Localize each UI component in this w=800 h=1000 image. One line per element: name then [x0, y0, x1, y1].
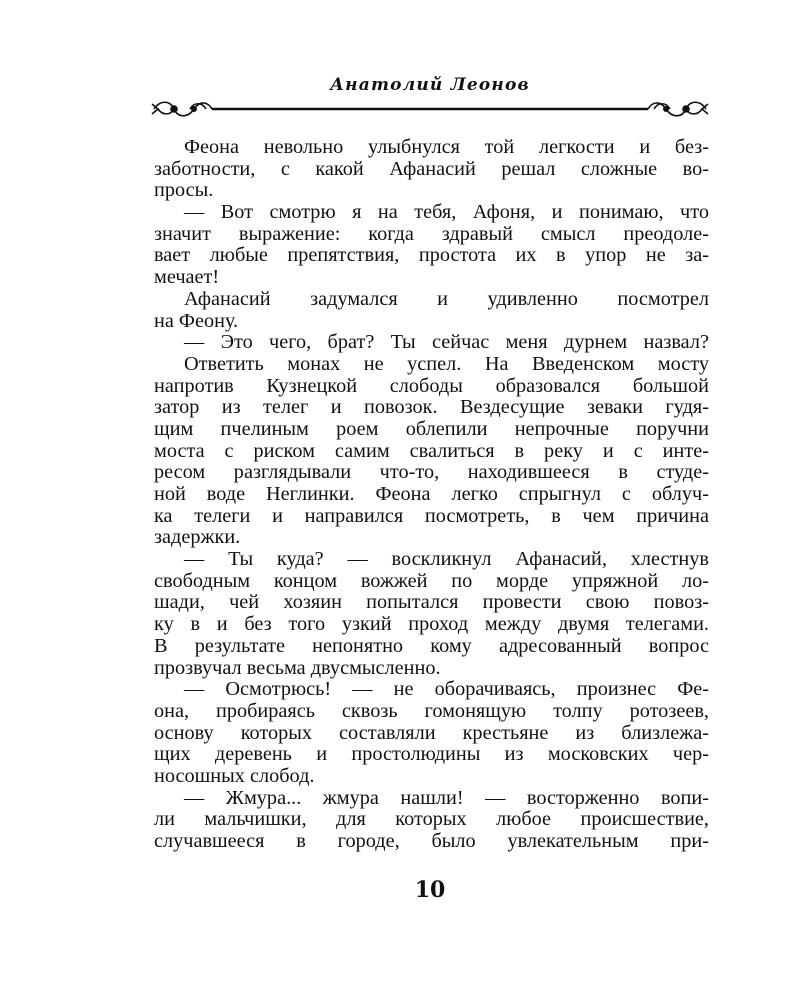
text-line: напротив Кузнецкой слободы образовался большой	[154, 374, 709, 397]
text-line: мечает!	[154, 266, 220, 289]
text-line: Феона невольно улыбнулся той легкости и без-	[184, 136, 709, 158]
text-line: щих деревень и простолюдины из московских чер-	[154, 743, 709, 766]
text-line: — Осмотрюсь! — не оборачиваясь, произнес Фе-	[184, 678, 709, 701]
text-line: — Это чего, брат? Ты сейчас меня дурнем назвал?	[184, 331, 709, 354]
text-line: — Ты куда? — воскликнул Афанасий, хлестнув	[184, 548, 709, 571]
text-line: Афанасий задумался и удивленно посмотрел	[184, 287, 709, 310]
text-line: на Феону.	[154, 309, 239, 332]
text-line: носошных слобод.	[154, 764, 315, 787]
text-line: вает любые препятствия, простота их в упор не за-	[154, 244, 709, 267]
running-title: Анатолий Леонов	[330, 75, 530, 95]
text-line: случавшееся в городе, было увлекательным при-	[154, 830, 709, 852]
body-text	[154, 137, 709, 853]
text-line: задержки.	[154, 526, 241, 549]
text-line: ресом разглядывали что-то, находившееся в студе-	[154, 461, 709, 484]
text-line: прозвучал весьма двусмысленно.	[154, 656, 441, 679]
text-line: основу которых составляли крестьяне из близлежа-	[154, 721, 709, 744]
text-line: ка телеги и направился посмотреть, в чем причина	[154, 504, 709, 527]
text-line: — Жмура... жмура нашли! — восторженно вопи-	[184, 786, 709, 809]
text-line: шади, чей хозяин попытался провести свою повоз-	[154, 591, 709, 614]
text-line: ку в и без того узкий проход между двумя телегами.	[154, 613, 709, 636]
text-line: Ответить монах не успел. На Введенском мосту	[184, 352, 709, 375]
text-line: она, пробираясь сквозь гомонящую толпу ротозеев,	[154, 699, 709, 722]
text-line: затор из телег и повозок. Вездесущие зеваки гудя-	[154, 396, 709, 419]
text-line: ли мальчишки, для которых любое происшествие,	[154, 808, 709, 831]
text-line: ной воде Неглинки. Феона легко спрыгнул с облуч-	[154, 483, 709, 505]
text-line: значит выражение: когда здравый смысл преодоле-	[154, 222, 709, 245]
text-line: — Вот смотрю я на тебя, Афоня, и понимаю, что	[184, 201, 709, 224]
text-line: моста с риском самим свалиться в реку и с инте-	[154, 439, 709, 462]
text-line: просы.	[154, 179, 214, 202]
text-line: В результате непонятно кому адресованный вопрос	[154, 634, 709, 657]
ornament-rule-icon	[150, 98, 710, 120]
text-line: заботности, с какой Афанасий решал сложные во-	[154, 157, 709, 180]
running-header	[150, 72, 710, 120]
text-line: щим пчелиным роем облепили непрочные поручни	[154, 417, 709, 440]
page-number: 10	[414, 877, 446, 903]
text-line: свободным концом вожжей по морде упряжной ло-	[154, 569, 709, 592]
